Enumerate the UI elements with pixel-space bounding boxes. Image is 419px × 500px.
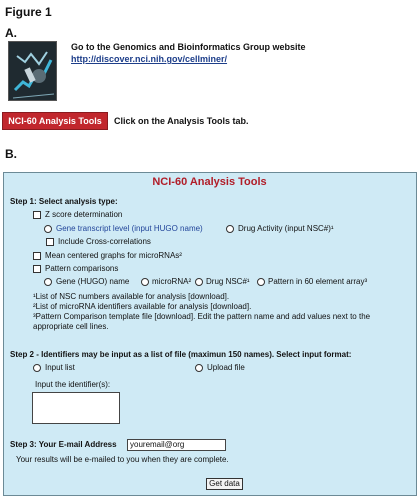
pattern-label: Pattern comparisons <box>45 264 119 273</box>
cellminer-link[interactable]: http://discover.nci.nih.gov/cellminer/ <box>71 54 228 64</box>
cross-correlations-label: Include Cross-correlations <box>58 237 151 246</box>
drug-activity-radio[interactable] <box>226 225 234 233</box>
pattern-checkbox[interactable] <box>33 265 41 273</box>
footnote-microrna: ²List of microRNA identifiers available for analysis [download]. <box>33 302 252 311</box>
cross-correlations-checkbox[interactable] <box>46 238 54 246</box>
click-instruction: Click on the Analysis Tools tab. <box>114 116 249 126</box>
identifier-label: Input the identifier(s): <box>35 380 111 389</box>
email-note: Your results will be e-mailed to you when they are complete. <box>16 455 229 464</box>
section-b-label: B. <box>5 147 17 161</box>
microrna-label: microRNA² <box>152 277 192 286</box>
drug-activity-label: Drug Activity (input NSC#)¹ <box>238 224 334 233</box>
identifier-textarea[interactable] <box>32 392 120 424</box>
get-data-button[interactable]: Get data <box>206 478 243 490</box>
footnote-pattern: ³Pattern Comparison template file [download]. Edit the pattern name and add values next to the <box>33 312 371 321</box>
input-list-radio[interactable] <box>33 364 41 372</box>
email-field[interactable]: youremail@org <box>127 439 226 451</box>
microrna-radio[interactable] <box>141 278 149 286</box>
zscore-label: Z score determination <box>45 210 123 219</box>
figure-title: Figure 1 <box>5 5 52 19</box>
section-a-label: A. <box>5 26 17 40</box>
pattern-array-radio[interactable] <box>257 278 265 286</box>
step1-heading: Step 1: Select analysis type: <box>10 197 118 206</box>
step3-heading: Step 3: Your E-mail Address <box>10 440 117 449</box>
gene-hugo-radio[interactable] <box>44 278 52 286</box>
gene-hugo-label: Gene (HUGO) name <box>56 277 130 286</box>
drug-nsc-label: Drug NSC#¹ <box>206 277 250 286</box>
step2-heading: Step 2 - Identifiers may be input as a list of file (maximun 150 names). Select input format: <box>10 350 352 359</box>
pattern-array-label: Pattern in 60 element array³ <box>268 277 368 286</box>
footnote-nsc: ¹List of NSC numbers available for analysis [download]. <box>33 292 230 301</box>
cellminer-logo <box>8 41 57 101</box>
upload-file-label: Upload file <box>207 363 245 372</box>
gene-transcript-radio[interactable] <box>44 225 52 233</box>
mean-centered-checkbox[interactable] <box>33 252 41 260</box>
intro-text: Go to the Genomics and Bioinformatics Group website <box>71 42 306 52</box>
analysis-tools-tab[interactable]: NCI-60 Analysis Tools <box>2 112 108 130</box>
gene-transcript-label: Gene transcript level (input HUGO name) <box>56 224 203 233</box>
drug-nsc-radio[interactable] <box>195 278 203 286</box>
panel-title: NCI-60 Analysis Tools <box>152 176 267 188</box>
input-list-label: Input list <box>45 363 75 372</box>
zscore-checkbox[interactable] <box>33 211 41 219</box>
mean-centered-label: Mean centered graphs for microRNAs² <box>45 251 182 260</box>
upload-file-radio[interactable] <box>195 364 203 372</box>
footnote-pattern-cont: appropriate cell lines. <box>33 322 109 331</box>
